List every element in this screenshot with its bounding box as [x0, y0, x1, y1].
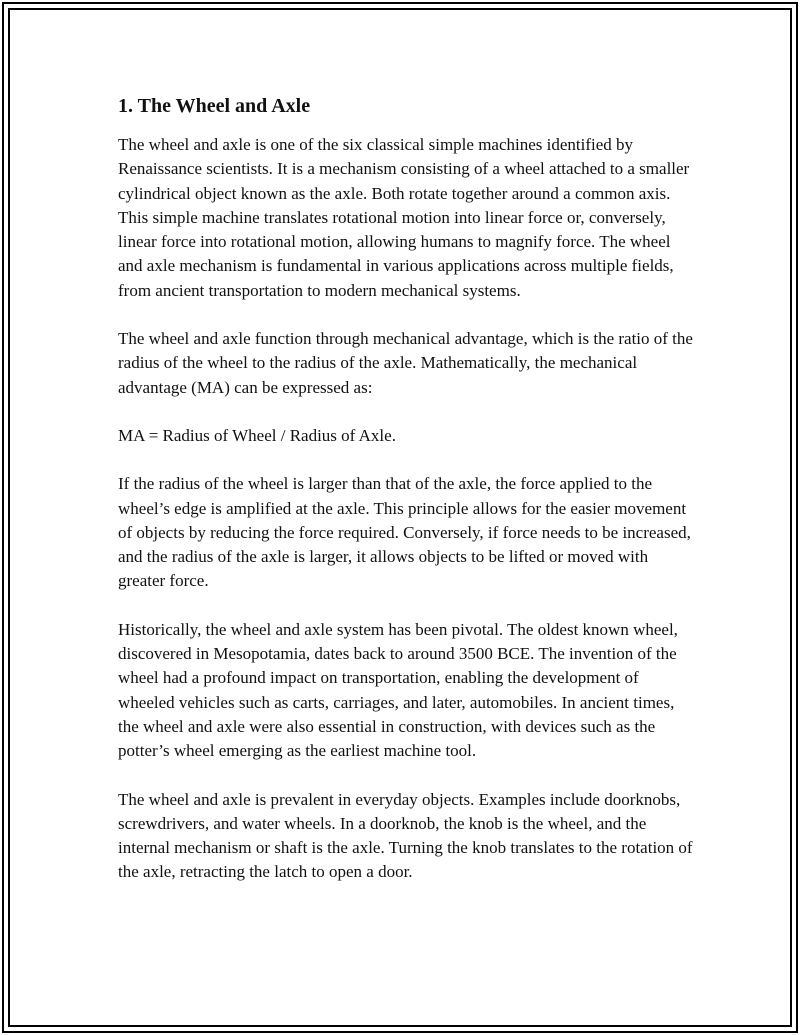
paragraph-everyday-examples: The wheel and axle is prevalent in everyday objects. Examples include doorknobs, screwdrivers, and water wheels. In a doorknob, the knob is the wheel, and the internal mechanism or shaft is the axle. Turning the knob translates to the rotation of the axle, retracting the latch to open a door. — [118, 789, 693, 882]
paragraph-mechanical-advantage: The wheel and axle function through mechanical advantage, which is the ratio of the radius of the wheel to the radius of the axle. Mathematically, the mechanical advantage (MA) can be expressed as: — [118, 329, 693, 397]
document-body — [118, 93, 693, 909]
paragraph-force-principle: If the radius of the wheel is larger than that of the axle, the force applied to the wheel’s edge is amplified at the axle. This principle allows for the easier movement of objects by reducing the force required. Conversely, if force needs to be increased, and the radius of the axle is larger, it allows objects to be lifted or moved with greater force. — [118, 474, 691, 591]
paragraph-history: Historically, the wheel and axle system has been pivotal. The oldest known wheel, discovered in Mesopotamia, dates back to around 3500 BCE. The invention of the wheel had a profound impact on transportation, enabling the development of wheeled vehicles such as carts, carriages, and later, automobiles. In ancient times, the wheel and axle were also essential in construction, with devices such as the potter’s wheel emerging as the earliest machine tool. — [118, 619, 678, 761]
paragraph-introduction: The wheel and axle is one of the six classical simple machines identified by Renaissance scientists. It is a mechanism consisting of a wheel attached to a smaller cylindrical object known as the axle. Both rotate together around a common axis. This simple machine translates rotational motion into linear force or, conversely, linear force into rotational motion, allowing humans to magnify force. The wheel and axle mechanism is fundamental in various applications across multiple fields, from ancient transportation to modern mechanical systems. — [118, 135, 690, 300]
section-heading: 1. The Wheel and Axle — [118, 95, 311, 117]
paragraph-formula: MA = Radius of Wheel / Radius of Axle. — [118, 425, 396, 445]
